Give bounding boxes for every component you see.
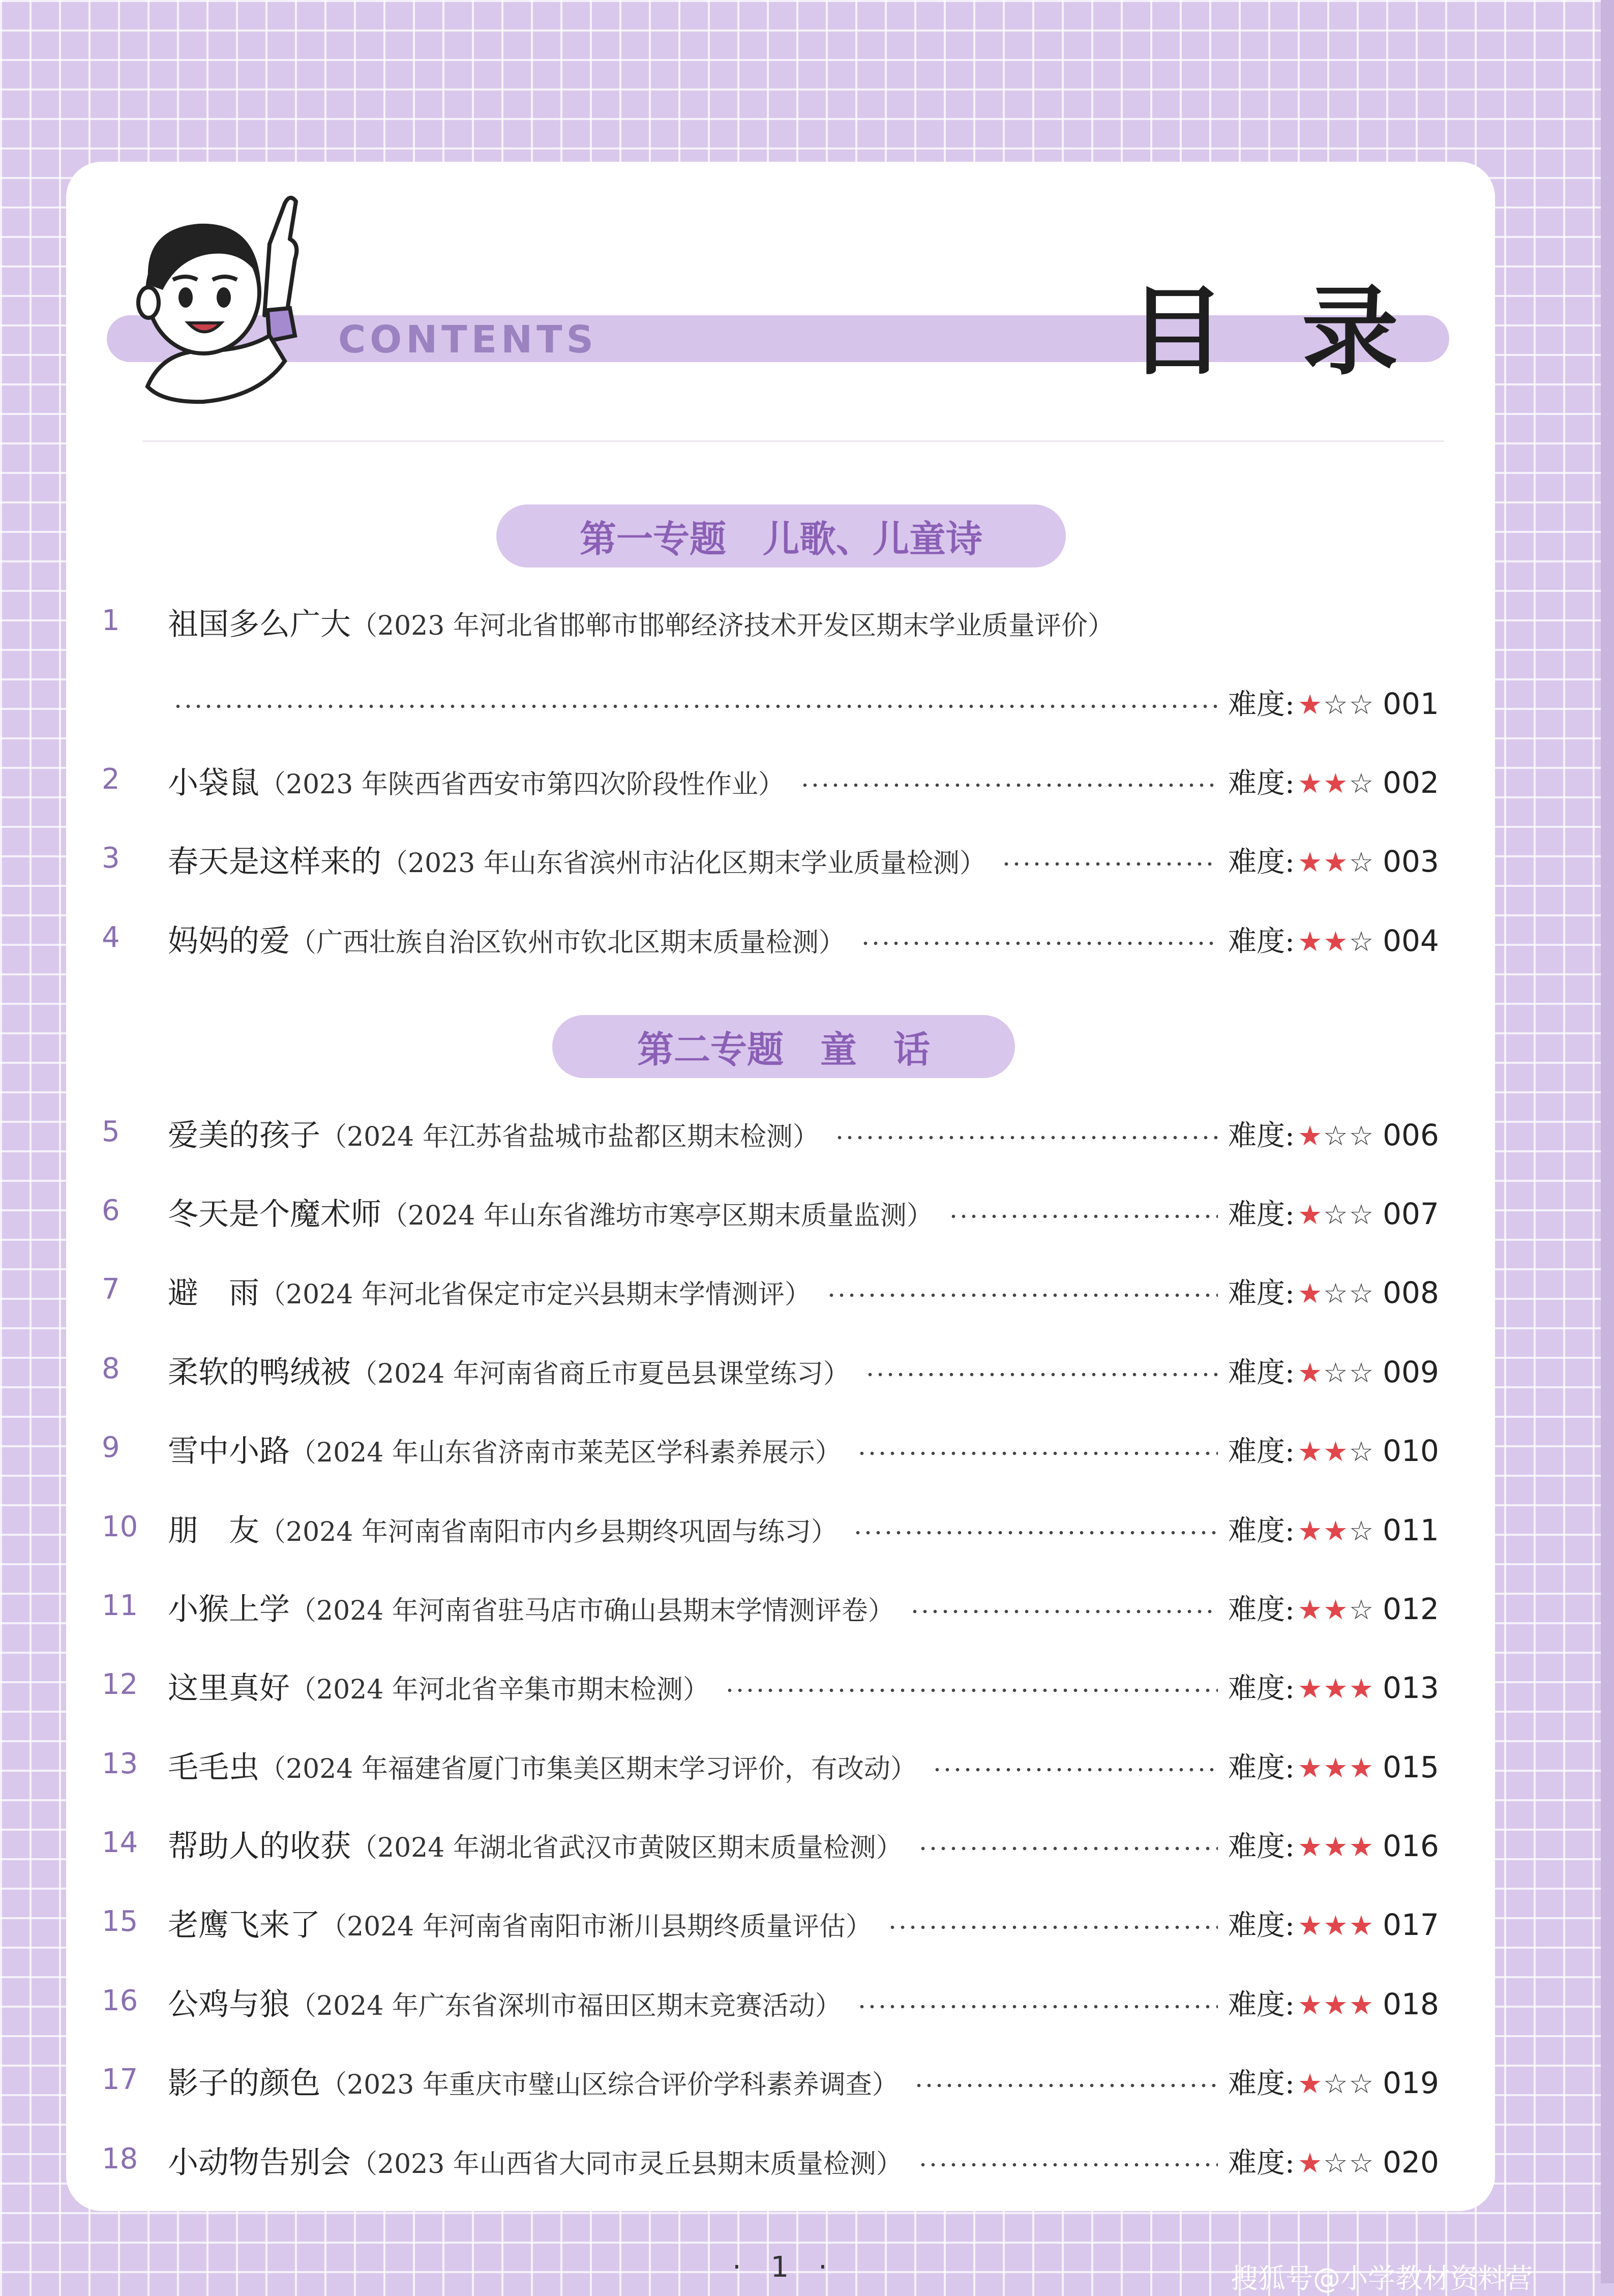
entry-title-block (168, 1506, 838, 1550)
toc-entry[interactable] (0, 1659, 1614, 1715)
entry-meta (1228, 1350, 1439, 1391)
star-filled-icon: ★ (1297, 767, 1324, 799)
entry-source: （2024 年河北省辛集市期末检测） (290, 1675, 709, 1705)
entry-meta (1228, 1587, 1439, 1628)
toc-entry[interactable] (0, 754, 1614, 810)
toc-entry[interactable] (0, 1580, 1614, 1636)
entry-number: 14 (102, 1826, 138, 1859)
star-filled-icon: ★ (1323, 926, 1349, 958)
section-heading-2: 第二专题 童 话 (552, 1015, 1015, 1078)
leader-dots (918, 1846, 1218, 1851)
star-filled-icon: ★ (1349, 1989, 1375, 2021)
entry-meta (1228, 761, 1439, 801)
entry-source: （2024 年山东省济南市莱芜区学科素养展示） (290, 1438, 842, 1468)
leader-dots (834, 1136, 1218, 1140)
star-empty-icon: ☆ (1349, 1277, 1375, 1309)
toc-entry[interactable] (0, 595, 1614, 651)
entry-source: （2023 年山东省滨州市沾化区期末学业质量检测） (381, 848, 986, 879)
entry-title: 毛毛虫 (168, 1750, 259, 1785)
star-filled-icon: ★ (1323, 1752, 1349, 1784)
star-filled-icon: ★ (1297, 1277, 1324, 1309)
difficulty-stars (1298, 926, 1374, 958)
leader-dots (173, 704, 1218, 708)
toc-entry[interactable] (0, 1896, 1614, 1952)
star-empty-icon: ☆ (1349, 1199, 1375, 1231)
star-filled-icon: ★ (1297, 1673, 1324, 1705)
difficulty-label: 难度: (1228, 1277, 1295, 1310)
difficulty-label: 难度: (1228, 1909, 1295, 1942)
difficulty-stars (1298, 1673, 1374, 1705)
leader-dots (826, 1293, 1218, 1297)
leader-dots (857, 1451, 1218, 1455)
entry-title-block (168, 600, 1114, 644)
entry-number: 6 (102, 1194, 120, 1227)
difficulty-label: 难度: (1228, 1435, 1295, 1468)
entry-number: 18 (102, 2142, 138, 2175)
difficulty-stars (1298, 1594, 1374, 1626)
star-empty-icon: ☆ (1323, 689, 1349, 721)
star-filled-icon: ★ (1323, 767, 1349, 799)
star-filled-icon: ★ (1297, 1831, 1324, 1863)
star-filled-icon: ★ (1297, 1910, 1324, 1942)
entry-title-block (168, 2059, 899, 2103)
difficulty-label: 难度: (1228, 2067, 1295, 2100)
leader-dots (932, 1768, 1218, 1772)
entry-meta (1228, 1903, 1439, 1944)
entry-title: 冬天是个魔术师 (168, 1197, 381, 1232)
toc-entry[interactable] (0, 1501, 1614, 1557)
star-empty-icon: ☆ (1323, 1199, 1349, 1231)
entry-title-block (168, 1585, 894, 1629)
boy-mascot-icon (117, 183, 300, 407)
entry-source: （2024 年河北省保定市定兴县期末学情测评） (259, 1279, 811, 1310)
difficulty-label: 难度: (1228, 688, 1295, 721)
star-filled-icon: ★ (1297, 926, 1324, 958)
star-empty-icon: ☆ (1323, 2068, 1349, 2100)
entry-title: 帮助人的收获 (168, 1829, 351, 1864)
toc-entry[interactable] (0, 1106, 1614, 1162)
entry-page: 016 (1383, 1829, 1439, 1863)
star-empty-icon: ☆ (1323, 2147, 1349, 2179)
entry-page: 013 (1383, 1671, 1439, 1705)
entry-title-block (168, 1348, 850, 1392)
entry-number: 15 (102, 1905, 138, 1938)
entry-meta (1228, 1192, 1439, 1233)
entry-title-block (168, 1743, 917, 1787)
entry-number: 1 (102, 604, 120, 637)
entry-title-block (168, 1427, 842, 1471)
entry-number: 9 (102, 1431, 120, 1464)
entry-title: 柔软的鸭绒被 (168, 1355, 351, 1390)
entry-page: 009 (1383, 1355, 1439, 1389)
difficulty-label: 难度: (1228, 1514, 1295, 1547)
section-heading-1: 第一专题 儿歌、儿童诗 (496, 504, 1066, 568)
entry-title-block (168, 1901, 872, 1945)
entry-page: 002 (1383, 765, 1439, 800)
page-number: · 1 · (732, 2251, 838, 2284)
entry-page: 019 (1383, 2066, 1439, 2100)
star-filled-icon: ★ (1297, 1436, 1324, 1468)
entry-meta (1228, 682, 1439, 723)
entry-meta (1228, 919, 1439, 960)
leader-dots (725, 1688, 1218, 1692)
entry-number: 3 (102, 842, 120, 875)
star-filled-icon: ★ (1297, 2068, 1324, 2100)
entry-title-block (168, 759, 785, 802)
entry-title-block (168, 838, 986, 881)
star-filled-icon: ★ (1297, 1199, 1324, 1231)
leader-dots (914, 2083, 1218, 2088)
star-empty-icon: ☆ (1349, 846, 1375, 878)
difficulty-stars (1298, 1831, 1374, 1863)
toc-entry[interactable] (0, 1185, 1614, 1241)
leader-dots (918, 2163, 1218, 2167)
entry-meta (1228, 1666, 1439, 1707)
entry-number: 10 (102, 1510, 138, 1543)
star-empty-icon: ☆ (1323, 1277, 1349, 1309)
entry-title-block (168, 1111, 819, 1155)
star-empty-icon: ☆ (1349, 1515, 1375, 1547)
entry-title: 小动物告别会 (168, 2145, 351, 2181)
entry-title: 爱美的孩子 (168, 1118, 320, 1153)
star-empty-icon: ☆ (1349, 1594, 1375, 1626)
entry-title-block (168, 1190, 933, 1234)
entry-number: 12 (102, 1668, 138, 1701)
star-filled-icon: ★ (1323, 1910, 1349, 1942)
difficulty-label: 难度: (1228, 1119, 1295, 1152)
star-empty-icon: ☆ (1349, 926, 1375, 958)
entry-source: （2024 年河南省商丘市夏邑县课堂练习） (351, 1359, 850, 1389)
toc-entry[interactable] (0, 2133, 1614, 2189)
leader-dots (857, 2005, 1218, 2009)
watermark: 搜狐号@小学教材资料营 (1231, 2262, 1533, 2294)
star-empty-icon: ☆ (1349, 2068, 1375, 2100)
star-filled-icon: ★ (1297, 1357, 1324, 1389)
entry-number: 16 (102, 1984, 138, 2017)
leader-dots (853, 1531, 1218, 1535)
leader-dots (860, 941, 1218, 945)
entry-number: 11 (102, 1589, 138, 1622)
entry-page: 010 (1383, 1434, 1439, 1468)
toc-entry[interactable] (0, 1343, 1614, 1399)
star-filled-icon: ★ (1297, 1752, 1324, 1784)
star-empty-icon: ☆ (1349, 1120, 1375, 1152)
difficulty-label: 难度: (1228, 846, 1295, 879)
toc-entry[interactable] (0, 1738, 1614, 1794)
entry-title: 妈妈的爱 (168, 923, 290, 959)
entry-meta (1228, 1429, 1439, 1470)
difficulty-stars (1298, 1752, 1374, 1784)
difficulty-label: 难度: (1228, 767, 1295, 800)
divider (142, 440, 1444, 442)
entry-page: 004 (1383, 923, 1439, 958)
star-filled-icon: ★ (1349, 1831, 1375, 1863)
star-filled-icon: ★ (1297, 2147, 1324, 2179)
star-filled-icon: ★ (1297, 1594, 1324, 1626)
entry-meta (1228, 840, 1439, 880)
entry-title: 朋 友 (168, 1513, 259, 1548)
star-filled-icon: ★ (1323, 1436, 1349, 1468)
toc-entry[interactable] (0, 1422, 1614, 1478)
entry-source: （2024 年河南省南阳市内乡县期终巩固与练习） (259, 1517, 838, 1547)
difficulty-stars (1298, 2147, 1374, 2179)
leader-dots (800, 783, 1218, 787)
entry-title: 春天是这样来的 (168, 844, 381, 880)
entry-source: （2024 年河南省南阳市淅川县期终质量评估） (320, 1912, 872, 1942)
toc-entry[interactable] (0, 1264, 1614, 1320)
star-filled-icon: ★ (1323, 1515, 1349, 1547)
leader-dots (1001, 862, 1218, 866)
toc-entry-continuation (0, 675, 1614, 731)
entry-title: 避 雨 (168, 1275, 259, 1311)
star-empty-icon: ☆ (1323, 1357, 1349, 1389)
entry-source: （2023 年河北省邯郸市邯郸经济技术开发区期末学业质量评价） (351, 611, 1114, 641)
entry-title: 小猴上学 (168, 1592, 290, 1627)
difficulty-label: 难度: (1228, 1356, 1295, 1389)
difficulty-stars (1298, 1515, 1374, 1547)
entry-page: 001 (1383, 687, 1439, 721)
star-filled-icon: ★ (1323, 1989, 1349, 2021)
entry-source: （2023 年重庆市璧山区综合评价学科素养调查） (320, 2070, 899, 2100)
toc-entry[interactable] (0, 1975, 1614, 2031)
entry-page: 018 (1383, 1987, 1439, 2021)
entry-title: 这里真好 (168, 1671, 290, 1706)
entry-meta (1228, 1113, 1439, 1154)
star-filled-icon: ★ (1297, 846, 1324, 878)
entry-meta (1228, 1508, 1439, 1549)
star-filled-icon: ★ (1297, 689, 1324, 721)
entry-source: （2023 年山西省大同市灵丘县期末质量检测） (351, 2149, 903, 2180)
difficulty-label: 难度: (1228, 2146, 1295, 2180)
difficulty-stars (1298, 1910, 1374, 1942)
entry-meta (1228, 2061, 1439, 2102)
entry-number: 13 (102, 1747, 138, 1780)
difficulty-label: 难度: (1228, 1830, 1295, 1863)
entry-source: （2024 年湖北省武汉市黄陂区期末质量检测） (351, 1833, 903, 1863)
entry-page: 006 (1383, 1118, 1439, 1152)
entry-source: （广西壮族自治区钦州市钦北区期末质量检测） (290, 928, 846, 958)
entry-page: 011 (1383, 1513, 1439, 1547)
entry-page: 015 (1383, 1750, 1439, 1784)
entry-source: （2023 年陕西省西安市第四次阶段性作业） (259, 769, 785, 800)
entry-number: 8 (102, 1352, 120, 1385)
difficulty-label: 难度: (1228, 1672, 1295, 1705)
entry-number: 17 (102, 2063, 138, 2096)
star-filled-icon: ★ (1297, 1120, 1324, 1152)
entry-page: 003 (1383, 844, 1439, 879)
difficulty-stars (1298, 1989, 1374, 2021)
entry-number: 4 (102, 921, 120, 954)
entry-meta (1228, 2140, 1439, 2181)
entry-title-block (168, 1822, 903, 1866)
toc-entry[interactable] (0, 2054, 1614, 2110)
difficulty-stars (1298, 767, 1374, 799)
entry-meta (1228, 1824, 1439, 1865)
toc-entry[interactable] (0, 1817, 1614, 1873)
entry-title: 祖国多么广大 (168, 607, 351, 642)
entry-source: （2024 年福建省厦门市集美区期末学习评价，有改动） (259, 1754, 917, 1784)
entry-title-block (168, 1269, 811, 1313)
difficulty-stars (1298, 689, 1374, 721)
star-empty-icon: ☆ (1349, 767, 1375, 799)
star-filled-icon: ★ (1349, 1673, 1375, 1705)
entry-page: 007 (1383, 1197, 1439, 1231)
entry-meta (1228, 1982, 1439, 2023)
toc-entry[interactable] (0, 912, 1614, 968)
star-filled-icon: ★ (1297, 1989, 1324, 2021)
difficulty-stars (1298, 1277, 1374, 1309)
entry-number: 7 (102, 1273, 120, 1306)
entry-page: 012 (1383, 1592, 1439, 1626)
difficulty-label: 难度: (1228, 1988, 1295, 2021)
entry-title: 老鹰飞来了 (168, 1907, 320, 1943)
entry-title-block (168, 917, 845, 961)
entry-meta (1228, 1745, 1439, 1786)
entry-title: 公鸡与狼 (168, 1987, 290, 2022)
entry-page: 008 (1383, 1275, 1439, 1310)
leader-dots (865, 1373, 1218, 1377)
difficulty-stars (1298, 1120, 1374, 1152)
page-title: 目录 (1129, 276, 1475, 388)
leader-dots (887, 1925, 1218, 1929)
leader-dots (948, 1214, 1218, 1218)
star-filled-icon: ★ (1323, 1594, 1349, 1626)
entry-source: （2024 年山东省潍坊市寒亭区期末质量监测） (381, 1201, 933, 1231)
star-empty-icon: ☆ (1349, 689, 1375, 721)
entry-number: 2 (102, 763, 120, 796)
star-empty-icon: ☆ (1349, 1357, 1375, 1389)
difficulty-label: 难度: (1228, 1198, 1295, 1231)
entry-title: 雪中小路 (168, 1434, 290, 1469)
difficulty-stars (1298, 846, 1374, 878)
difficulty-label: 难度: (1228, 925, 1295, 958)
star-empty-icon: ☆ (1323, 1120, 1349, 1152)
entry-title: 影子的颜色 (168, 2066, 320, 2101)
difficulty-stars (1298, 1199, 1374, 1231)
star-filled-icon: ★ (1323, 1673, 1349, 1705)
star-filled-icon: ★ (1349, 1910, 1375, 1942)
difficulty-label: 难度: (1228, 1593, 1295, 1626)
entry-meta (1228, 1271, 1439, 1311)
star-filled-icon: ★ (1323, 1831, 1349, 1863)
leader-dots (910, 1609, 1218, 1614)
star-filled-icon: ★ (1349, 1752, 1375, 1784)
entry-title: 小袋鼠 (168, 765, 259, 801)
star-filled-icon: ★ (1323, 846, 1349, 878)
difficulty-stars (1298, 1436, 1374, 1468)
star-empty-icon: ☆ (1349, 1436, 1375, 1468)
difficulty-stars (1298, 2068, 1374, 2100)
entry-source: （2024 年江苏省盐城市盐都区期末检测） (320, 1122, 819, 1152)
entry-number: 5 (102, 1115, 120, 1148)
entry-title-block (168, 2138, 903, 2182)
star-filled-icon: ★ (1297, 1515, 1324, 1547)
entry-source: （2024 年河南省驻马店市确山县期末学情测评卷） (290, 1596, 894, 1626)
toc-entry[interactable] (0, 832, 1614, 888)
contents-label: CONTENTS (338, 318, 597, 362)
entry-title-block (168, 1664, 709, 1708)
entry-source: （2024 年广东省深圳市福田区期末竞赛活动） (290, 1991, 842, 2021)
entry-page: 020 (1383, 2145, 1439, 2180)
entry-title-block (168, 1980, 842, 2024)
difficulty-label: 难度: (1228, 1751, 1295, 1784)
star-empty-icon: ☆ (1349, 2147, 1375, 2179)
entry-page: 017 (1383, 1907, 1439, 1942)
difficulty-stars (1298, 1357, 1374, 1389)
